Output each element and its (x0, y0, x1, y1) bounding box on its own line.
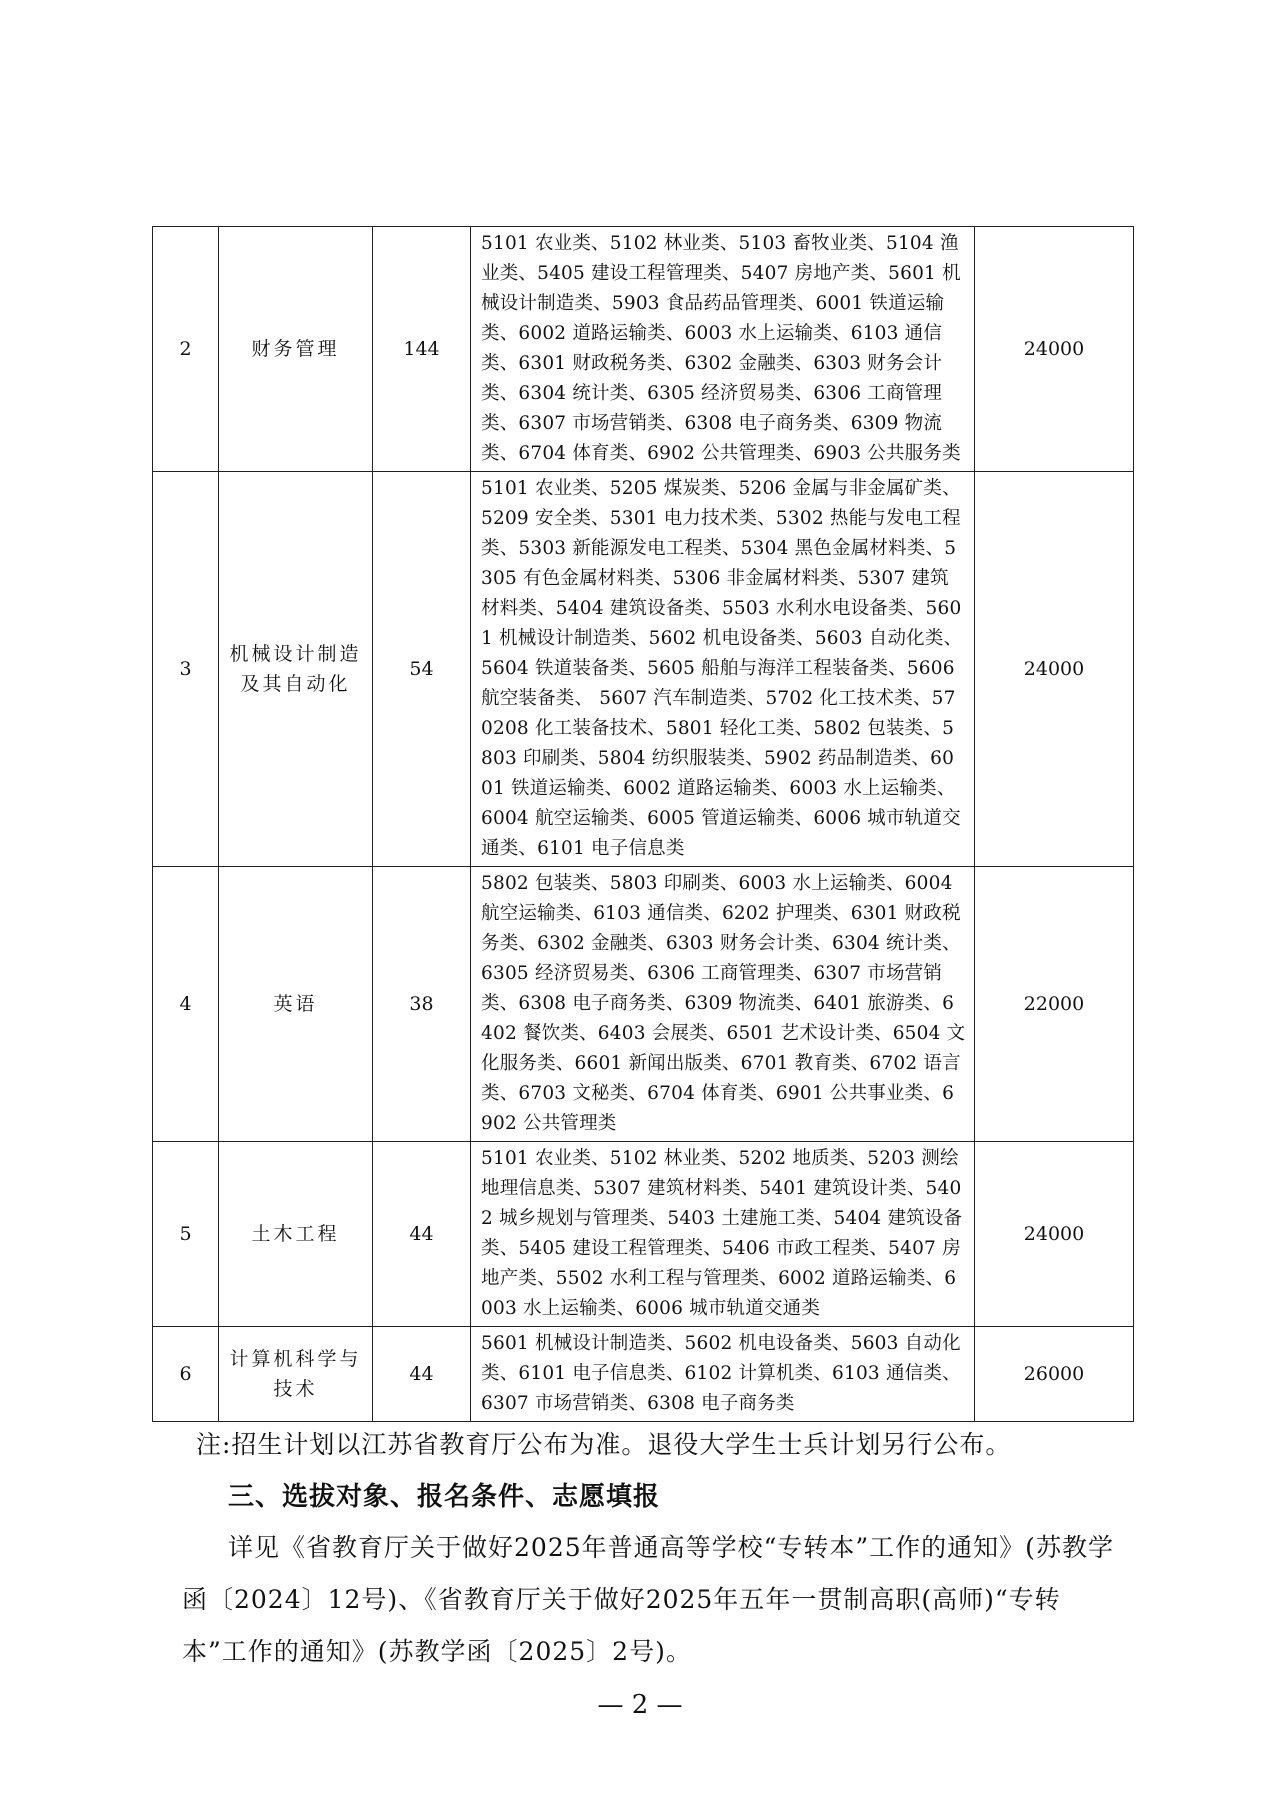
tuition-fee: 24000 (975, 1142, 1134, 1327)
plan-count: 44 (373, 1327, 471, 1422)
table-note: 注:招生计划以江苏省教育厅公布为准。退役大学生士兵计划另行公布。 (196, 1430, 1012, 1459)
eligible-categories: 5101 农业类、5102 林业类、5202 地质类、5203 测绘地理信息类、5307 建筑材料类、5401 建筑设计类、5402 城乡规划与管理类、5403 土建施工类、5404 建筑设备类、5405 建设工程管理类、5406 市政工程类、5407 房地产类、5502 水利工程与管理类、6002 道路运输类、6003 水上运输类、6006 城市轨道交通类 (471, 1142, 975, 1327)
table-row (153, 867, 1134, 1142)
row-number: 4 (153, 867, 219, 1142)
row-number: 6 (153, 1327, 219, 1422)
plan-count: 54 (373, 472, 471, 867)
major-name: 财务管理 (219, 227, 373, 472)
section-heading: 三、选拔对象、报名条件、志愿填报 (228, 1482, 661, 1512)
plan-count: 144 (373, 227, 471, 472)
major-name: 土木工程 (219, 1142, 373, 1327)
table-row (153, 1142, 1134, 1327)
row-number: 5 (153, 1142, 219, 1327)
page-number: — 2 — (597, 1690, 683, 1720)
major-name: 计算机科学与技术 (219, 1327, 373, 1422)
table-row (153, 227, 1134, 472)
admission-plan-table (152, 226, 1134, 1422)
row-number: 3 (153, 472, 219, 867)
tuition-fee: 24000 (975, 472, 1134, 867)
eligible-categories: 5802 包装类、5803 印刷类、6003 水上运输类、6004 航空运输类、6103 通信类、6202 护理类、6301 财政税务类、6302 金融类、6303 财务会计类、6304 统计类、6305 经济贸易类、6306 工商管理类、6307 市场营销类、6308 电子商务类、6309 物流类、6401 旅游类、6402 餐饮类、6403 会展类、6501 艺术设计类、6504 文化服务类、6601 新闻出版类、6701 教育类、6702 语言类、6703 文秘类、6704 体育类、6901 公共事业类、6902 公共管理类 (471, 867, 975, 1142)
plan-count: 38 (373, 867, 471, 1142)
plan-count: 44 (373, 1142, 471, 1327)
tuition-fee: 26000 (975, 1327, 1134, 1422)
table-row (153, 472, 1134, 867)
tuition-fee: 22000 (975, 867, 1134, 1142)
major-name: 机械设计制造及其自动化 (219, 472, 373, 867)
major-name: 英语 (219, 867, 373, 1142)
body-paragraph: 详见《省教育厅关于做好2025年普通高等学校“专转本”工作的通知》(苏教学函〔2024〕12号)、《省教育厅关于做好2025年五年一贯制高职(高师)“专转本”工作的通知》(苏教学函〔2025〕2号)。 (182, 1533, 1114, 1666)
row-number: 2 (153, 227, 219, 472)
eligible-categories: 5101 农业类、5102 林业类、5103 畜牧业类、5104 渔业类、5405 建设工程管理类、5407 房地产类、5601 机械设计制造类、5903 食品药品管理类、6001 铁道运输类、6002 道路运输类、6003 水上运输类、6103 通信类、6301 财政税务类、6302 金融类、6303 财务会计类、6304 统计类、6305 经济贸易类、6306 工商管理类、6307 市场营销类、6308 电子商务类、6309 物流类、6704 体育类、6902 公共管理类、6903 公共服务类 (471, 227, 975, 472)
eligible-categories: 5101 农业类、5205 煤炭类、5206 金属与非金属矿类、5209 安全类、5301 电力技术类、5302 热能与发电工程类、5303 新能源发电工程类、5304 黑色金属材料类、5305 有色金属材料类、5306 非金属材料类、5307 建筑材料类、5404 建筑设备类、5503 水利水电设备类、5601 机械设计制造类、5602 机电设备类、5603 自动化类、5604 铁道装备类、5605 船舶与海洋工程装备类、5606 航空装备类、 5607 汽车制造类、5702 化工技术类、570208 化工装备技术、5801 轻化工类、5802 包装类、5803 印刷类、5804 纺织服装类、5902 药品制造类、6001 铁道运输类、6002 道路运输类、6003 水上运输类、6004 航空运输类、6005 管道运输类、6006 城市轨道交通类、6101 电子信息类 (471, 472, 975, 867)
tuition-fee: 24000 (975, 227, 1134, 472)
eligible-categories: 5601 机械设计制造类、5602 机电设备类、5603 自动化类、6101 电子信息类、6102 计算机类、6103 通信类、6307 市场营销类、6308 电子商务类 (471, 1327, 975, 1422)
table-row (153, 1327, 1134, 1422)
